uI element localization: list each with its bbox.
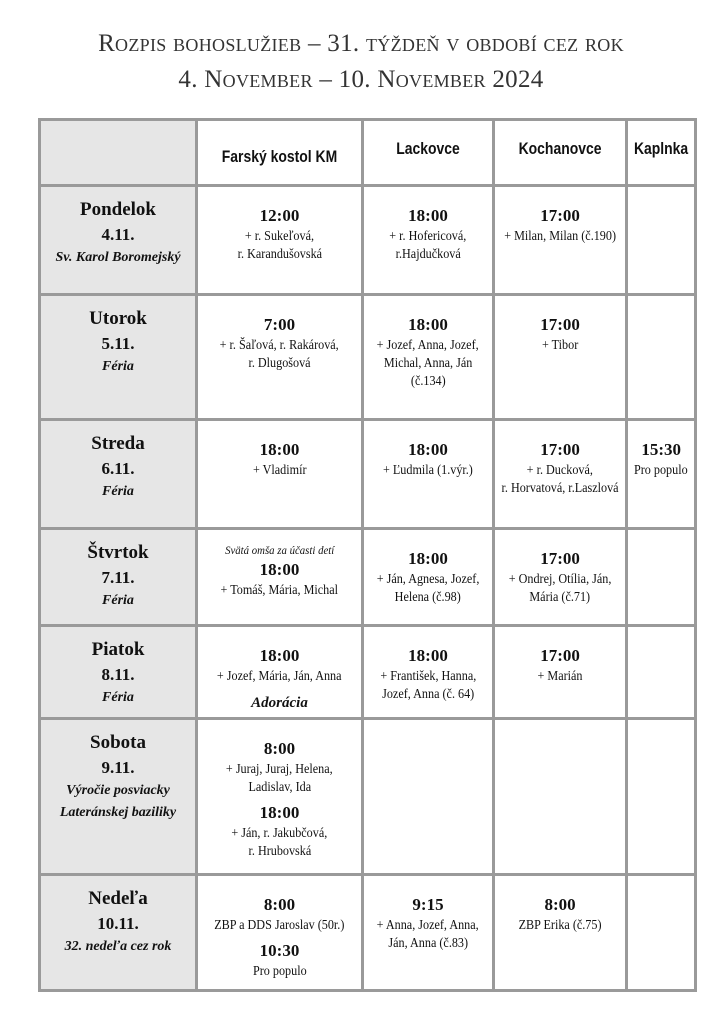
mass-intention: r. Hrubovská: [248, 843, 311, 858]
mass-intention: + Tomáš, Mária, Michal: [220, 582, 339, 597]
mass-intention: ZBP Erika (č.75): [518, 917, 602, 932]
cell-kochanovce: [494, 719, 627, 875]
cell-lackovce: [363, 626, 494, 719]
day-cell: [40, 875, 197, 991]
day-row-4: [40, 626, 696, 719]
mass-intention: Mária (č.71): [529, 589, 591, 604]
day-feast: Sv. Karol Boromejský: [55, 250, 181, 265]
cell-kaplnka: [627, 719, 696, 875]
cell-lackovce: [363, 420, 494, 529]
mass-intention: + Marián: [537, 668, 583, 683]
column-header-kochanovce: [494, 120, 627, 186]
mass-time: 17:00: [540, 549, 580, 568]
mass-time: 17:00: [540, 646, 580, 665]
cell-farsky-kostol: [197, 529, 363, 626]
mass-intention: (č.134): [410, 373, 446, 388]
schedule-date-range: 4. November – 10. November 2024: [178, 66, 544, 93]
day-feast: 32. nedeľa cez rok: [64, 939, 172, 954]
day-row-0: [40, 186, 696, 295]
day-row-1: [40, 295, 696, 420]
mass-intention: r. Karandušovská: [237, 246, 322, 261]
adoration-label: Adorácia: [251, 695, 308, 711]
cell-farsky-kostol: [197, 626, 363, 719]
mass-time: 17:00: [540, 440, 580, 459]
mass-time: 17:00: [540, 315, 580, 334]
mass-intention: + Ondrej, Otília, Ján,: [508, 571, 612, 586]
mass-time: 8:00: [263, 739, 296, 758]
cell-kochanovce: [494, 626, 627, 719]
day-name: Utorok: [89, 308, 147, 329]
mass-intention: + Vladimír: [252, 462, 307, 477]
column-header-farsky-kostol: [197, 120, 363, 186]
cell-farsky-kostol: [197, 295, 363, 420]
mass-time: 8:00: [544, 895, 576, 914]
mass-intention: ZBP a DDS Jaroslav (50r.): [214, 917, 345, 932]
mass-intention: r. Dlugošová: [248, 355, 311, 370]
cell-kochanovce: [494, 186, 627, 295]
mass-intention: + Ľudmila (1.výr.): [383, 462, 473, 477]
day-date: 7.11.: [101, 568, 135, 587]
day-row-6: [40, 875, 696, 991]
cell-lackovce: [363, 719, 494, 875]
schedule-title: Rozpis bohoslužieb – 31. týždeň v období cez rok: [98, 30, 624, 57]
cell-kochanovce: [494, 420, 627, 529]
day-feast: Féria: [102, 484, 134, 499]
mass-intention: Pro populo: [634, 462, 689, 477]
mass-intention: + Ján, Agnesa, Jozef,: [376, 571, 480, 586]
mass-intention: + r. Sukeľová,: [244, 228, 315, 243]
day-cell: [40, 295, 197, 420]
cell-kaplnka: [627, 875, 696, 991]
mass-intention: Ján, Anna (č.83): [388, 935, 468, 950]
column-header-label: Farský kostol KM: [221, 146, 338, 166]
day-date: 10.11.: [97, 914, 139, 933]
mass-time: 9:15: [412, 895, 444, 914]
cell-kaplnka: [627, 420, 696, 529]
column-header-label: Kaplnka: [634, 138, 689, 158]
day-cell: [40, 186, 197, 295]
day-name: Sobota: [90, 732, 146, 753]
mass-time: 18:00: [408, 206, 448, 225]
day-cell: [40, 529, 197, 626]
mass-intention: + r. Ducková,: [526, 462, 594, 477]
day-row-2: [40, 420, 696, 529]
cell-farsky-kostol: [197, 719, 363, 875]
cell-kaplnka: [627, 529, 696, 626]
day-feast: Féria: [102, 690, 134, 705]
mass-schedule-table: [38, 118, 697, 992]
mass-intention: + Jozef, Mária, Ján, Anna: [217, 668, 342, 683]
day-date: 5.11.: [101, 334, 135, 353]
mass-note: Svätá omša za účasti detí: [224, 543, 335, 557]
mass-intention: + Jozef, Anna, Jozef,: [376, 337, 479, 352]
day-date: 9.11.: [101, 758, 135, 777]
mass-time: 18:00: [259, 803, 300, 822]
mass-time: 18:00: [408, 549, 448, 568]
mass-intention: + Tibor: [541, 337, 579, 352]
column-header-kaplnka: [627, 120, 696, 186]
mass-intention: + Anna, Jozef, Anna,: [376, 917, 480, 932]
mass-time: 8:00: [263, 895, 296, 914]
cell-lackovce: [363, 295, 494, 420]
mass-intention: + Milan, Milan (č.190): [504, 228, 616, 243]
mass-intention: Ladislav, Ida: [248, 779, 311, 794]
mass-intention: r.Hajdučková: [395, 246, 461, 261]
mass-intention: + r. Hofericová,: [389, 228, 467, 243]
cell-kaplnka: [627, 626, 696, 719]
mass-time: 18:00: [408, 440, 448, 459]
day-cell: [40, 420, 197, 529]
day-feast: Výročie posviacky: [66, 783, 170, 798]
day-name: Pondelok: [79, 199, 157, 220]
day-date: 6.11.: [101, 459, 135, 478]
mass-time: 18:00: [259, 646, 300, 665]
day-date: 8.11.: [101, 665, 135, 684]
cell-kochanovce: [494, 529, 627, 626]
day-name: Streda: [91, 433, 145, 454]
mass-time: 10:30: [259, 941, 300, 960]
mass-intention: r. Horvatová, r.Laszlová: [501, 480, 619, 495]
mass-time: 18:00: [408, 646, 448, 665]
cell-lackovce: [363, 186, 494, 295]
mass-intention: + Ján, r. Jakubčová,: [231, 825, 328, 840]
day-name: Nedeľa: [88, 888, 148, 909]
day-feast: Lateránskej baziliky: [59, 805, 177, 820]
mass-intention: Michal, Anna, Ján: [383, 355, 473, 370]
mass-intention: + Juraj, Juraj, Helena,: [226, 761, 333, 776]
cell-kaplnka: [627, 186, 696, 295]
day-row-3: [40, 529, 696, 626]
mass-intention: Helena (č.98): [394, 589, 462, 604]
mass-time: 7:00: [263, 315, 296, 334]
mass-time: 17:00: [540, 206, 580, 225]
mass-intention: + r. Šaľová, r. Rakárová,: [219, 337, 340, 352]
cell-lackovce: [363, 875, 494, 991]
cell-kochanovce: [494, 875, 627, 991]
day-name: Piatok: [91, 639, 145, 660]
mass-time: 18:00: [259, 440, 300, 459]
mass-time: 18:00: [408, 315, 448, 334]
day-feast: Féria: [102, 359, 134, 374]
day-name: Štvrtok: [87, 542, 149, 563]
header-row: [40, 120, 696, 186]
mass-time: 18:00: [259, 560, 300, 579]
cell-farsky-kostol: [197, 875, 363, 991]
day-date: 4.11.: [101, 225, 135, 244]
mass-intention: + František, Hanna,: [380, 668, 476, 683]
mass-time: 12:00: [259, 206, 300, 225]
column-header-label: Kochanovce: [518, 138, 602, 158]
cell-farsky-kostol: [197, 186, 363, 295]
cell-farsky-kostol: [197, 420, 363, 529]
cell-kaplnka: [627, 295, 696, 420]
day-cell: [40, 626, 197, 719]
header-corner: [40, 120, 197, 186]
mass-intention: Jozef, Anna (č. 64): [381, 686, 475, 701]
cell-lackovce: [363, 529, 494, 626]
cell-kochanovce: [494, 295, 627, 420]
day-row-5: [40, 719, 696, 875]
day-feast: Féria: [102, 593, 134, 608]
day-cell: [40, 719, 197, 875]
column-header-lackovce: [363, 120, 494, 186]
column-header-label: Lackovce: [396, 138, 460, 158]
mass-time: 15:30: [641, 440, 681, 459]
mass-intention: Pro populo: [252, 963, 307, 978]
